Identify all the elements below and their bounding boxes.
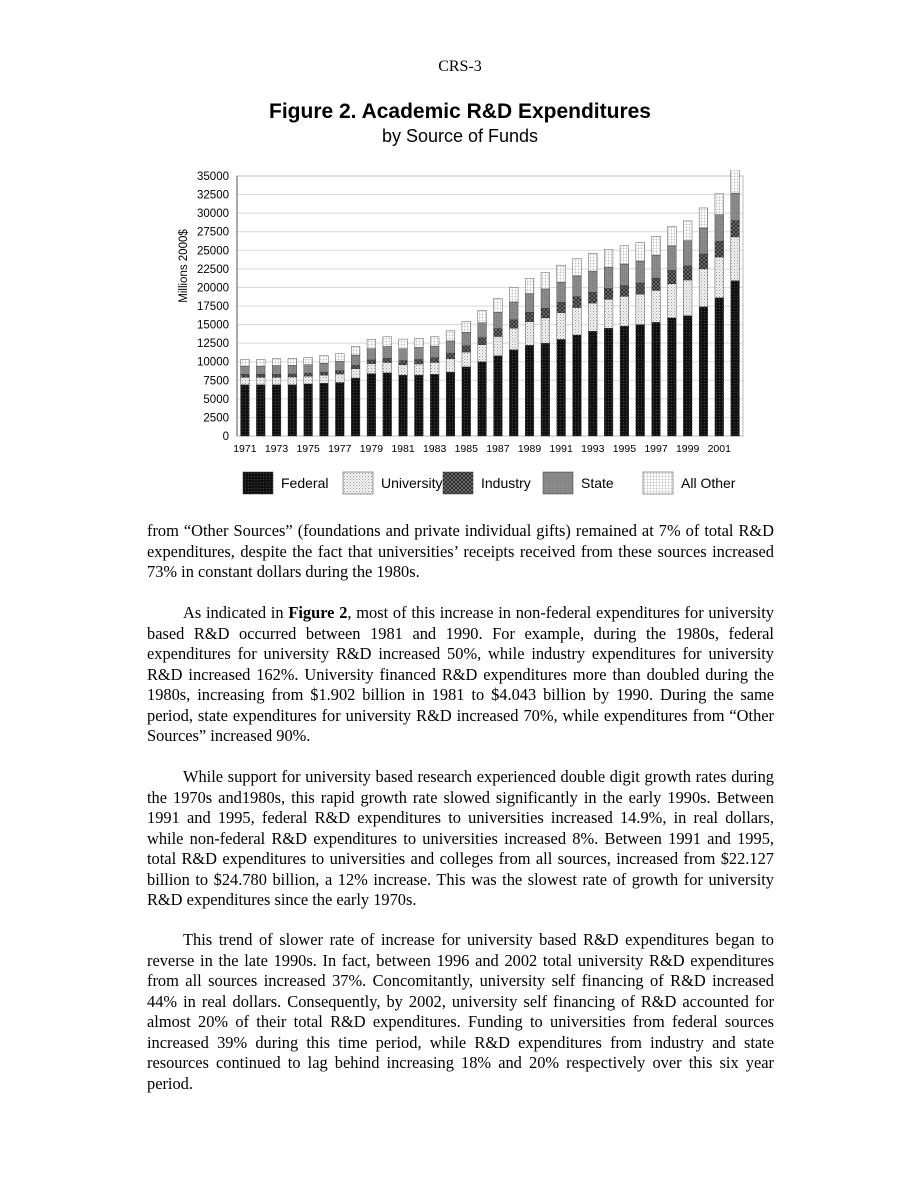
bar-segment-all-other (652, 236, 661, 255)
bar-segment-federal (399, 375, 408, 436)
bar-segment-state (367, 349, 376, 360)
bar-segment-federal (573, 335, 582, 436)
bar-segment-federal (667, 318, 676, 436)
bar-segment-university (699, 269, 708, 307)
bar-segment-university (272, 377, 281, 384)
bar-segment-university (683, 280, 692, 316)
x-tick-label: 1979 (359, 443, 384, 455)
bar-segment-university (557, 313, 566, 340)
y-tick-label: 27500 (197, 226, 229, 239)
bar-segment-federal (351, 378, 360, 436)
bar-segment-all-other (256, 359, 265, 366)
bar-segment-industry (699, 254, 708, 269)
bar-segment-industry (335, 371, 344, 374)
bar-segment-federal (620, 326, 629, 436)
bar-segment-federal (446, 372, 455, 436)
bar-segment-university (525, 322, 534, 346)
bar-segment-university (430, 362, 439, 374)
y-tick-label: 10000 (197, 356, 229, 369)
legend-swatch (643, 472, 673, 494)
bar-segment-federal (525, 345, 534, 436)
bar-segment-federal (509, 350, 518, 436)
x-tick-label: 2001 (707, 443, 731, 455)
bar-segment-all-other (367, 339, 376, 348)
x-tick-label: 1997 (644, 443, 668, 455)
bar-segment-federal (683, 316, 692, 436)
bar-segment-state (256, 366, 265, 374)
bar-segment-university (573, 307, 582, 334)
bar-segment-state (430, 346, 439, 358)
bar-segment-industry (604, 289, 613, 300)
bar-segment-state (667, 246, 676, 271)
bar-segment-all-other (414, 338, 423, 347)
bar-segment-state (272, 366, 281, 375)
bar-segment-industry (383, 358, 392, 362)
bar-segment-industry (478, 338, 487, 345)
bar-segment-university (383, 362, 392, 372)
x-tick-label: 1983 (422, 443, 447, 455)
bar-segment-university (304, 376, 313, 384)
bar-segment-federal (715, 298, 724, 436)
paragraph-2-rest: , most of this increase in non-federal expenditures for university based R&D occurred between 1981 and 1990. For example, during the 1980s, federal expenditures for university R&D increased 50%, while industry expenditures for university R&D increased 162%. University financed R&D expenditures more than doubled during the 1980s, increasing from $1.902 billion in 1981 to $4.043 billion by 1990. During the same period, state expenditures for university R&D increased 70%, while expenditures from “Other Sources” increased 90%. (147, 603, 774, 745)
bar-segment-federal (304, 384, 313, 436)
bar-segment-industry (272, 374, 281, 377)
bar-segment-federal (699, 307, 708, 436)
bar-segment-all-other (272, 359, 281, 366)
bar-segment-federal (367, 374, 376, 436)
bar-segment-all-other (715, 194, 724, 215)
bar-segment-state (636, 261, 645, 283)
bar-segment-industry (731, 221, 740, 237)
paragraph-2 (147, 603, 774, 747)
bar-segment-all-other (557, 265, 566, 282)
bar-segment-all-other (667, 227, 676, 246)
bar-segment-all-other (446, 331, 455, 341)
bar-segment-state (446, 341, 455, 353)
bar-segment-university (462, 352, 471, 367)
page-header: CRS-3 (438, 58, 482, 75)
bar-segment-all-other (399, 339, 408, 349)
bar-segment-state (494, 312, 503, 328)
legend-label: University (381, 475, 443, 491)
bar-segment-state (304, 365, 313, 374)
bar-segment-industry (683, 266, 692, 280)
bar-segment-all-other (288, 358, 297, 365)
bar-segment-university (320, 375, 329, 383)
bar-segment-university (652, 290, 661, 322)
bar-segment-industry (288, 374, 297, 377)
bars (241, 170, 740, 436)
x-tick-label: 1985 (454, 443, 478, 455)
bar-segment-federal (272, 385, 281, 436)
bar-segment-state (588, 271, 597, 292)
x-tick-label: 1971 (233, 443, 257, 455)
x-tick-label: 1977 (328, 443, 352, 455)
figure-title: Figure 2. Academic R&D Expenditures (269, 100, 651, 123)
bar-segment-state (288, 365, 297, 374)
bar-segment-all-other (335, 354, 344, 362)
legend-label: State (581, 475, 614, 491)
bar-segment-state (414, 348, 423, 360)
bar-segment-all-other (683, 221, 692, 241)
bar-segment-industry (446, 353, 455, 359)
bar-segment-federal (731, 281, 740, 436)
bar-segment-university (588, 303, 597, 331)
bar-segment-industry (557, 302, 566, 312)
bar-segment-all-other (699, 208, 708, 228)
bar-segment-all-other (383, 337, 392, 347)
bar-segment-all-other (509, 287, 518, 301)
figure-subtitle: by Source of Funds (381, 126, 539, 146)
bar-segment-industry (620, 286, 629, 297)
bar-segment-university (541, 318, 550, 343)
bar-segment-federal (652, 322, 661, 436)
bar-segment-university (351, 369, 360, 378)
bar-segment-university (446, 359, 455, 372)
bar-segment-all-other (430, 337, 439, 346)
x-tick-label: 1987 (486, 443, 510, 455)
bar-segment-university (667, 284, 676, 318)
x-tick-label: 1975 (296, 443, 320, 455)
y-tick-label: 0 (222, 431, 229, 443)
bar-segment-federal (462, 367, 471, 436)
bar-segment-university (367, 364, 376, 374)
bar-segment-industry (414, 359, 423, 363)
bar-segment-industry (430, 358, 439, 363)
bar-segment-industry (241, 374, 250, 377)
bar-segment-university (478, 345, 487, 362)
legend-label: Industry (481, 475, 531, 491)
bar-segment-state (383, 346, 392, 358)
bar-segment-federal (414, 375, 423, 436)
bar-segment-university (256, 377, 265, 384)
bar-segment-university (604, 299, 613, 328)
y-tick-label: 7500 (203, 375, 229, 388)
bar-segment-university (715, 257, 724, 298)
bar-segment-industry (715, 241, 724, 257)
bar-segment-state (541, 289, 550, 308)
bar-segment-industry (320, 372, 329, 375)
bar-segment-university (399, 365, 408, 375)
bar-segment-federal (636, 325, 645, 436)
paragraph-3: While support for university based research experienced double digit growth rates during the 1970s and1980s, this rapid growth rate slowed significantly in the early 1990s. Between 1991 and 1995, federal R&D expenditures to universities increased 14.9%, in real dollars, while non-federal R&D expenditures to universities increased 8%. Between 1991 and 1995, total R&D expenditures to universities and colleges from all sources, increased from $22.127 billion to $24.780 billion, a 12% increase. This was the slowest rate of growth for university R&D expenditures since the early 1970s. (147, 767, 774, 909)
bar-segment-university (731, 237, 740, 281)
y-tick-label: 12500 (197, 338, 229, 351)
bar-segment-all-other (636, 242, 645, 261)
bar-segment-all-other (604, 250, 613, 268)
bar-segment-federal (320, 383, 329, 436)
bar-segment-industry (462, 346, 471, 352)
bar-segment-all-other (304, 358, 313, 365)
bar-segment-industry (304, 373, 313, 376)
y-tick-label: 15000 (197, 319, 229, 332)
y-tick-label: 35000 (197, 171, 229, 183)
y-axis (197, 171, 237, 443)
bar-segment-state (715, 215, 724, 242)
legend-label: Federal (281, 475, 329, 491)
figure-reference: Figure 2 (288, 603, 348, 622)
bar-segment-state (478, 323, 487, 338)
bar-segment-all-other (320, 356, 329, 363)
y-tick-label: 32500 (197, 189, 229, 202)
x-tick-label: 1981 (391, 443, 415, 455)
bar-segment-state (573, 276, 582, 297)
bar-segment-all-other (573, 258, 582, 275)
legend-swatch (443, 472, 473, 494)
legend-swatch (343, 472, 373, 494)
bar-segment-industry (367, 360, 376, 364)
bar-segment-industry (636, 283, 645, 294)
bar-segment-industry (667, 270, 676, 283)
bar-segment-university (509, 328, 518, 350)
bar-segment-all-other (541, 273, 550, 289)
bar-segment-state (683, 241, 692, 266)
bar-segment-all-other (478, 310, 487, 322)
bar-segment-industry (399, 361, 408, 365)
bar-segment-industry (351, 365, 360, 368)
bar-segment-industry (494, 329, 503, 337)
bar-segment-all-other (525, 279, 534, 294)
bar-segment-federal (604, 328, 613, 436)
bar-segment-state (557, 282, 566, 302)
bar-segment-industry (525, 312, 534, 321)
bar-segment-university (288, 377, 297, 385)
bar-segment-university (335, 374, 344, 383)
y-tick-label: 5000 (203, 393, 229, 406)
bar-segment-all-other (351, 346, 360, 355)
bar-segment-university (636, 294, 645, 324)
grid-lines (237, 176, 743, 436)
bar-segment-state (335, 361, 344, 370)
y-tick-label: 2500 (203, 412, 229, 425)
bar-segment-industry (652, 278, 661, 290)
bar-segment-state (399, 349, 408, 361)
x-tick-label: 1991 (549, 443, 573, 455)
bar-segment-state (652, 255, 661, 278)
bar-segment-federal (541, 343, 550, 436)
bar-segment-federal (430, 374, 439, 436)
bar-segment-all-other (241, 359, 250, 366)
legend-label: All Other (681, 475, 736, 491)
bar-segment-state (620, 264, 629, 286)
paragraph-4: This trend of slower rate of increase for university based R&D expenditures began to reverse in the late 1990s. In fact, between 1996 and 2002 total university R&D expenditures from all sources increased 37%. Concomitantly, university self financing of R&D increased 44% in real dollars. Consequently, by 2002, university self financing of R&D accounted for almost 20% of their total R&D expenditures. Funding to universities from federal sources increased 39% during this time period, while R&D expenditures from industry and state resources continued to lag behind increasing 18% and 20% respectively over this six year period. (147, 930, 774, 1093)
bar-segment-industry (509, 320, 518, 329)
bar-segment-industry (541, 308, 550, 318)
y-tick-label: 25000 (197, 245, 229, 258)
legend (243, 472, 736, 494)
y-tick-label: 17500 (197, 301, 229, 313)
bar-segment-state (525, 294, 534, 313)
bar-segment-federal (383, 373, 392, 436)
x-tick-label: 1995 (612, 443, 637, 455)
bar-segment-all-other (731, 170, 740, 193)
bar-segment-state (462, 332, 471, 345)
bar-segment-federal (288, 385, 297, 436)
bar-segment-industry (256, 374, 265, 377)
bar-segment-university (241, 377, 250, 384)
x-tick-label: 1999 (675, 443, 700, 455)
bar-segment-state (699, 228, 708, 254)
bar-segment-industry (588, 292, 597, 303)
x-tick-label: 1993 (581, 443, 605, 455)
bar-segment-all-other (462, 322, 471, 333)
legend-swatch (543, 472, 573, 494)
bar-segment-all-other (588, 253, 597, 271)
y-tick-label: 30000 (197, 208, 229, 221)
y-axis-label: Millions 2000$ (178, 229, 190, 303)
paragraph-1: from “Other Sources” (foundations and private individual gifts) remained at 7% of total R&D expenditures, despite the fact that universities’ receipts received from these sources increased 73% in constant dollars during the 1980s. (147, 521, 774, 581)
paragraph-2-start: As indicated in (183, 603, 289, 622)
bar-segment-state (351, 355, 360, 365)
bar-segment-federal (256, 385, 265, 436)
bar-segment-state (731, 193, 740, 220)
bar-segment-state (604, 267, 613, 288)
bar-segment-state (509, 302, 518, 320)
x-tick-label: 1973 (264, 443, 289, 455)
bar-segment-federal (335, 383, 344, 436)
bar-segment-federal (241, 385, 250, 436)
bar-segment-state (320, 363, 329, 372)
bar-segment-federal (494, 356, 503, 436)
bar-segment-university (494, 336, 503, 355)
bar-segment-federal (478, 362, 487, 436)
x-axis (233, 443, 731, 455)
bar-segment-university (414, 364, 423, 375)
bar-segment-federal (557, 339, 566, 436)
bar-segment-state (241, 366, 250, 374)
bar-segment-university (620, 296, 629, 326)
bar-segment-federal (588, 331, 597, 436)
bar-segment-all-other (620, 246, 629, 264)
x-tick-label: 1989 (517, 443, 542, 455)
legend-swatch (243, 472, 273, 494)
bar-segment-industry (573, 297, 582, 308)
y-tick-label: 22500 (197, 263, 229, 276)
bar-segment-all-other (494, 299, 503, 313)
y-tick-label: 20000 (197, 282, 229, 295)
stacked-bar-chart (170, 170, 750, 500)
